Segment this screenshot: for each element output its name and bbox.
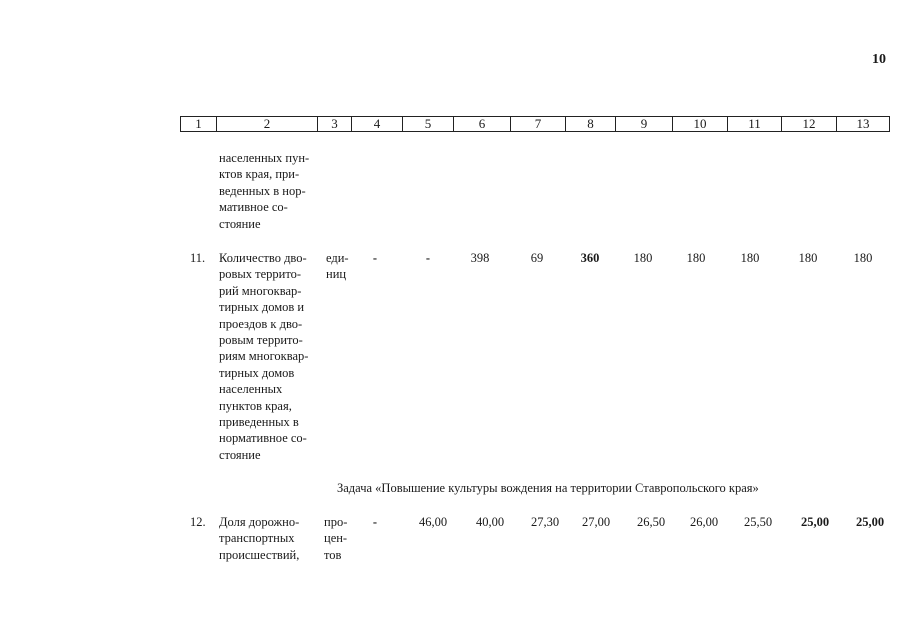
desc-line: населенных пун- [219,151,310,165]
header-cell: 8 [565,117,615,131]
row11-col11: 180 [740,251,760,265]
header-cell: 3 [317,117,351,131]
row11-col4: - [372,251,378,265]
header-cell: 11 [727,117,781,131]
desc-line: риям многоквар- [219,349,309,364]
row12-col6: 40,00 [475,515,505,529]
desc-line: стояние [219,216,261,231]
desc-line: тирных домов [219,365,295,380]
row12-col7: 27,30 [530,515,560,529]
desc-line: тирных домов и [219,300,305,315]
desc-line: веденных в нор- [219,183,306,198]
row11-col13: 180 [853,251,873,265]
desc-line: ктов края, при- [219,167,300,182]
unit-line: еди- [326,251,349,265]
header-cell: 12 [781,117,836,131]
task-title: Задача «Повышение культуры вождения на территории Ставропольского края» [337,481,759,495]
desc-line: приведенных в [219,415,299,430]
header-cell: 4 [351,117,402,131]
row11-number: 11. [190,251,206,265]
desc-line: ровых террито- [219,267,302,282]
header-cell: 10 [672,117,727,131]
row11-unit [326,250,349,283]
row11-description [219,250,313,463]
header-cell: 9 [615,117,672,131]
desc-line: населенных [219,382,283,397]
desc-line: Количество дво- [219,251,307,265]
desc-line: транспортных [219,531,295,546]
row12-col9: 26,50 [636,515,666,529]
header-cell: 2 [216,117,317,131]
row12-col13: 25,00 [855,515,885,529]
unit-line: тов [324,547,342,562]
row11-col6: 398 [470,251,490,265]
desc-line: происшествий, [219,547,300,562]
row11-col5: - [425,251,431,265]
header-cell: 6 [453,117,510,131]
row12-number: 12. [190,515,206,529]
row11-col10: 180 [686,251,706,265]
unit-line: про- [324,515,348,529]
desc-line: проездов к дво- [219,316,303,331]
header-cell: 7 [510,117,565,131]
row12-col12: 25,00 [800,515,830,529]
row12-col10: 26,00 [689,515,719,529]
row12-unit [324,514,347,563]
continued-row-description [219,150,313,232]
row12-col4: - [372,515,378,529]
unit-line: ниц [326,267,347,282]
row12-col8: 27,00 [581,515,611,529]
desc-line: Доля дорожно- [219,515,300,529]
row12-description [219,514,313,563]
header-cell: 13 [836,117,889,131]
row11-col9: 180 [633,251,653,265]
row11-col7: 69 [530,251,544,265]
desc-line: мативное со- [219,200,288,215]
desc-line: нормативное со- [219,431,307,446]
desc-line: пунктов края, [219,398,292,413]
desc-line: стояние [219,447,261,462]
row11-col8: 360 [580,251,600,265]
row12-col11: 25,50 [743,515,773,529]
table-header-row [180,116,890,132]
header-cell: 5 [402,117,453,131]
desc-line: ровым террито- [219,333,303,348]
row11-col12: 180 [798,251,818,265]
unit-line: цен- [324,531,348,546]
header-cell: 1 [195,116,202,131]
page-number: 10 [872,52,886,67]
desc-line: рий многоквар- [219,283,302,298]
row12-col5: 46,00 [418,515,448,529]
